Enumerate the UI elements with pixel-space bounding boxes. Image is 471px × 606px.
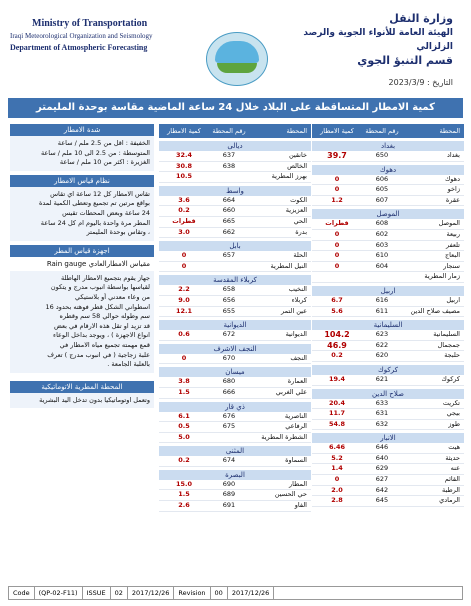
rain-amount: 1.5 [178,387,190,396]
rain-amount [312,272,362,282]
station-name: تكريت [442,398,460,407]
station-row [159,196,311,207]
station-number: 604 [375,261,389,270]
rainfall-table-middle [159,124,311,512]
header-station: المحطة [286,127,307,135]
province-group [159,470,311,512]
rain-amount: 1.5 [178,490,190,499]
station-name: دهوك [444,174,460,183]
automatic-station-heading: المحطة المطرية الاتوماتيكية [10,381,154,393]
station-name: عقرة [445,195,460,204]
station-number: 631 [375,409,389,418]
station-row [312,262,464,273]
station-number: 672 [222,330,236,339]
bulletin-title: كمية الامطار المتساقطة على البلاد خلال 24 ساعة الماضية مقاسة بوحدة المليمتر [8,98,463,118]
rain-gauge-text [10,271,154,373]
station-number: 610 [375,251,389,260]
station-name: الكوت [290,195,307,204]
station-row [159,433,311,444]
station-number: 646 [375,443,389,452]
rain-amount: 2.6 [178,501,190,510]
rain-amount: 15.0 [175,479,193,488]
station-number: 656 [222,295,236,304]
rain-amount: 104.2 [324,330,350,340]
station-name: القائم [444,475,460,484]
header-station-number: رقم المحطة [365,127,399,135]
station-row [312,486,464,497]
rain-amount: 6.1 [178,411,190,420]
station-name: الناصرية [284,411,307,420]
station-name: الخالص [287,161,307,170]
province-group [312,389,464,431]
station-number: 629 [375,464,389,473]
station-number: 640 [375,453,389,462]
station-number: 622 [375,340,389,349]
station-name: الحي [293,216,307,225]
rain-amount: 0 [334,475,340,484]
header-station-number: رقم المحطة [212,127,246,135]
station-number: 602 [375,229,389,238]
department-name-en: Department of Atmospheric Forecasting [10,43,148,52]
province-group [312,320,464,362]
station-row [312,272,464,283]
station-name: السليمانية [433,330,460,339]
station-row [312,420,464,431]
station-row [312,185,464,196]
station-row [312,375,464,386]
station-number: 662 [222,227,236,236]
text-line: المتوسطة : من 2.5 الى 10 ملم / ساعة [40,148,150,157]
station-number: 608 [375,219,389,228]
station-row [312,230,464,241]
gauges-heading: اجهزة قياس المطر [10,245,154,257]
text-line: اسطواني الشكل قطر فوهته بحدود 16 [45,302,150,311]
province-group [159,241,311,272]
station-name: مصيف صلاح الدين [410,306,460,315]
rain-amount: 5.0 [178,432,190,441]
station-name: بغداد [446,151,460,159]
text-line: المطر مرة واحدة باليوم ام كل 24 ساعة [40,218,150,227]
header-rain-amount: كمية الامطار [320,127,354,135]
station-name: هيت [448,443,460,452]
station-name: العزيزية [285,206,307,215]
station-name: بيجي [446,409,460,418]
station-number: 616 [375,295,389,304]
province-group [159,344,311,365]
footer-cell: 2017/12/26 [128,587,174,599]
rain-amount: 2.2 [178,285,190,294]
station-row [312,351,464,362]
table-header [159,124,311,138]
station-row [159,330,311,341]
rain-amount: 12.1 [175,306,193,315]
rain-amount: 5.2 [331,453,343,462]
rain-amount: 30.8 [175,161,193,170]
station-name: تلعفر [446,240,460,249]
station-row [159,388,311,399]
rain-amount: 0 [334,174,340,183]
info-panel [10,124,154,408]
rain-amount: 2.0 [331,485,343,494]
intensity-heading: شدة الامطار [10,124,154,136]
station-row [312,219,464,230]
station-number: 655 [222,306,236,315]
rain-amount: 0.2 [178,456,190,465]
station-name: حلبجة [444,351,460,360]
station-number: 666 [222,387,236,396]
station-name: بهرز المطرية [271,172,307,181]
station-row [312,475,464,486]
header-arabic [273,12,453,90]
province-title: الانبار [312,433,464,443]
station-name: السماوة [285,456,307,465]
organization-name-en: Iraqi Meteorological Organization and Seismology [10,32,153,40]
station-row [159,412,311,423]
rain-amount: 19.4 [328,374,346,383]
province-title: كركوك [312,365,464,375]
station-number: 611 [375,306,389,315]
station-row [159,285,311,296]
station-name: الموصل [438,219,460,228]
intensity-text [10,136,154,171]
station-name: النخيب [288,285,307,294]
station-name: حديثة [445,453,460,462]
station-name: النيل المطرية [270,261,307,270]
province-title: النجف الاشرف [159,344,311,354]
rain-amount: 0 [334,229,340,238]
station-number: 621 [375,374,389,383]
province-title: الديوانية [159,320,311,330]
rain-amount: 2.8 [331,496,343,505]
station-number: 642 [375,485,389,494]
document-footer [8,586,463,600]
station-number [209,262,249,272]
footer-cell: Revision [174,587,210,599]
station-number: 605 [375,185,389,194]
province-title: الموصل [312,209,464,219]
rainfall-table-right [312,124,464,507]
station-name: الفاو [294,501,307,510]
province-title: بغداد [312,141,464,151]
rain-amount: 0 [181,353,187,362]
station-row [159,206,311,217]
footer-cell: Code [9,587,35,599]
station-row [312,454,464,465]
footer-cell: 02 [111,587,128,599]
station-row [312,251,464,262]
rain-amount: 1.4 [331,464,343,473]
text-line: الخفيفة : اقل من 2.5 ملم / ساعة [57,139,150,147]
rain-amount: 1.2 [331,195,343,204]
rain-amount: 0 [334,251,340,260]
station-name: المطار [289,479,307,488]
station-row [312,464,464,475]
station-number: 664 [222,195,236,204]
province-group [312,365,464,386]
text-line: تقاس الامطار كل 12 ساعة اي تقاس [50,189,150,198]
text-line: لقياسها بواسطة انبوب مدرج و يتكون [50,283,150,292]
text-line: بالعلبة الجامعة . [107,360,150,369]
station-name: كربلاء [291,295,307,304]
province-group [312,141,464,162]
footer-cell: ISSUE [83,587,111,599]
text-line: 24 ساعة وبعض المحطات تقيس [62,208,150,217]
station-number: 633 [375,398,389,407]
rain-amount: 0 [181,261,187,270]
province-group [159,275,311,317]
station-name: البعاج [444,251,460,260]
bulletin-date: التاريخ : 2023/3/9 [388,78,453,87]
organization-logo [206,32,268,86]
station-name: الرفاعي [285,422,307,431]
rain-amount: 0 [181,251,187,260]
station-name: عنه [450,464,460,473]
station-name: الرطبة [442,485,460,494]
station-number: 675 [222,422,236,431]
station-row [159,162,311,173]
province-group [312,165,464,207]
rain-amount: 0 [334,240,340,249]
rain-amount: 10.5 [175,172,193,181]
station-number [209,172,249,182]
province-title: ذي قار [159,402,311,412]
station-row [312,151,464,162]
rain-amount: 54.8 [328,419,346,428]
station-name: طوز [448,419,460,428]
station-row [312,175,464,186]
rain-amount: 6.46 [328,443,346,452]
rain-amount: 32.4 [175,151,193,159]
province-title: بابل [159,241,311,251]
station-row [159,217,311,228]
header-station: المحطة [439,127,460,135]
station-number: 632 [375,419,389,428]
province-group [159,402,311,444]
province-group [159,320,311,341]
station-name: جمجمال [437,340,460,349]
station-row [312,443,464,454]
station-row [159,228,311,239]
station-row [312,399,464,410]
measurement-heading: نظام قياس الامطار [10,175,154,187]
text-line: قمع مهمته تجميع مياه الامطار في [59,340,150,349]
station-row [312,409,464,420]
footer-cell: (QP-02-F11) [35,587,83,599]
text-line: بواقع مرتين تم تجميع وتعطى الكمية لمدة [38,199,150,208]
ministry-name-ar: وزارة النقل [389,12,453,25]
rain-amount: 0.2 [178,206,190,215]
station-name: خانقين [288,151,307,159]
station-name: العمارة [287,377,307,386]
station-number: 665 [222,216,236,225]
bulletin-page [4,4,467,602]
station-number: 627 [375,475,389,484]
rain-amount: 3.0 [178,227,190,236]
rain-amount: 6.7 [331,295,343,304]
station-name: الديوانية [285,330,307,339]
text-line: انواع الاجهزة ) ، ويوجد بداخل الوعاء [53,331,150,340]
station-name: زمار المطرية [424,272,460,281]
rain-amount: 9.0 [178,295,190,304]
station-name: حي الحسين [274,490,307,499]
station-row [159,422,311,433]
province-title: المثنى [159,446,311,456]
station-row [159,307,311,318]
footer-cell: 00 [211,587,228,599]
station-number: 606 [375,174,389,183]
station-name: زاخو [447,185,460,194]
station-row [312,196,464,207]
station-row [312,241,464,252]
station-name: الرمادي [439,496,460,505]
department-name-ar: قسم التنبؤ الجوي [357,54,453,67]
province-title: صلاح الدين [312,389,464,399]
text-line: ، وتقاس بوحدة المليمتر [86,228,150,237]
header-english [10,18,185,54]
station-name: الحلة [293,251,307,260]
province-group [159,141,311,183]
text-line: وتعمل اوتوماتيكيا بدون تدخل اليد البشرية [39,395,150,404]
station-row [159,490,311,501]
province-title: واسط [159,186,311,196]
province-title: ميسان [159,367,311,377]
header-rain-amount: كمية الامطار [167,127,201,135]
station-row [159,296,311,307]
station-name: سنجار [443,261,460,270]
header [4,4,467,96]
station-number: 676 [222,411,236,420]
station-row [159,172,311,183]
province-title: السليمانية [312,320,464,330]
station-row [159,456,311,467]
province-title: دهوك [312,165,464,175]
station-name: الشطرة المطرية [261,432,307,441]
station-row [312,307,464,318]
rain-amount: 20.4 [328,398,346,407]
station-name: النجف [290,353,307,362]
rain-amount: 0 [334,185,340,194]
station-row [312,330,464,341]
rain-amount: 0.5 [178,422,190,431]
station-number: 680 [222,377,236,386]
station-row [159,377,311,388]
text-line: الغزيرة : اكثر من 10 ملم / ساعة [59,158,150,167]
station-number: 623 [375,330,389,339]
station-number [209,433,249,443]
province-group [312,209,464,283]
station-number: 620 [375,351,389,360]
rain-amount: 46.9 [327,340,347,350]
text-line: علبة زجاجية ( في انبوب مدرج ) تعرف [47,350,150,359]
station-name: عين التمر [281,306,307,315]
table-header [312,124,464,138]
province-title: ديالى [159,141,311,151]
station-number: 670 [222,353,236,362]
station-number: 689 [222,490,236,499]
station-row [312,341,464,352]
rain-amount: 0 [334,261,340,270]
text-line: قد تزيد او تقل هذه الارقام في بعض [53,321,150,330]
station-number: 691 [222,501,236,510]
rain-amount: 3.6 [178,195,190,204]
province-title: كربلاء المقدسة [159,275,311,285]
province-group [159,186,311,238]
rain-amount: 0.2 [331,351,343,360]
rain-amount: 3.8 [178,377,190,386]
station-row [159,251,311,262]
station-number: 690 [222,479,236,488]
province-title: اربيل [312,286,464,296]
footer-cell: 2017/12/26 [228,587,274,599]
rain-amount: 5.6 [331,306,343,315]
station-row [159,480,311,491]
station-number: 645 [375,496,389,505]
station-number: 660 [222,206,236,215]
station-row [312,496,464,507]
rain-amount: 11.7 [328,409,346,418]
rain-amount: قطرات [172,216,196,225]
rain-amount: قطرات [325,219,349,228]
ministry-name-en: Ministry of Transportation [32,18,148,29]
province-group [312,433,464,507]
station-number: 603 [375,240,389,249]
station-number: 607 [375,195,389,204]
province-group [312,286,464,317]
station-row [159,501,311,512]
station-name: اربيل [446,295,460,304]
station-row [159,262,311,273]
organization-name-ar: الهيئة العامة للأنواء الجوية والرصد الزلزالي [303,28,453,52]
station-number: 638 [222,161,236,170]
station-name: علي الغربي [275,387,307,396]
rain-amount: 39.7 [327,151,347,160]
station-name: بدرة [295,227,307,236]
station-row [159,151,311,162]
rain-amount: 0.6 [178,330,190,339]
measurement-text [10,187,154,241]
province-group [159,446,311,467]
station-name: كركوك [441,374,460,383]
rain-gauge-label: مقياس الامطارالعادي Rain gauge [46,259,150,268]
province-title: البصرة [159,470,311,480]
station-name: ربيعة [446,229,460,238]
station-row [312,296,464,307]
automatic-station-text [10,393,154,409]
province-group [159,367,311,398]
station-number: 650 [375,151,389,159]
station-number [362,272,402,282]
station-number: 674 [222,456,236,465]
text-line: سم وطوله حوالي 58 سم وقطره [59,312,150,321]
text-line: من وعاء معدني أو بلاستيكي [74,292,150,301]
station-number: 658 [222,285,236,294]
station-number: 637 [222,151,236,159]
station-number: 657 [222,251,236,260]
station-row [159,354,311,365]
text-line: جهاز يقوم بتجميع الامطار الهاطلة [60,273,150,282]
